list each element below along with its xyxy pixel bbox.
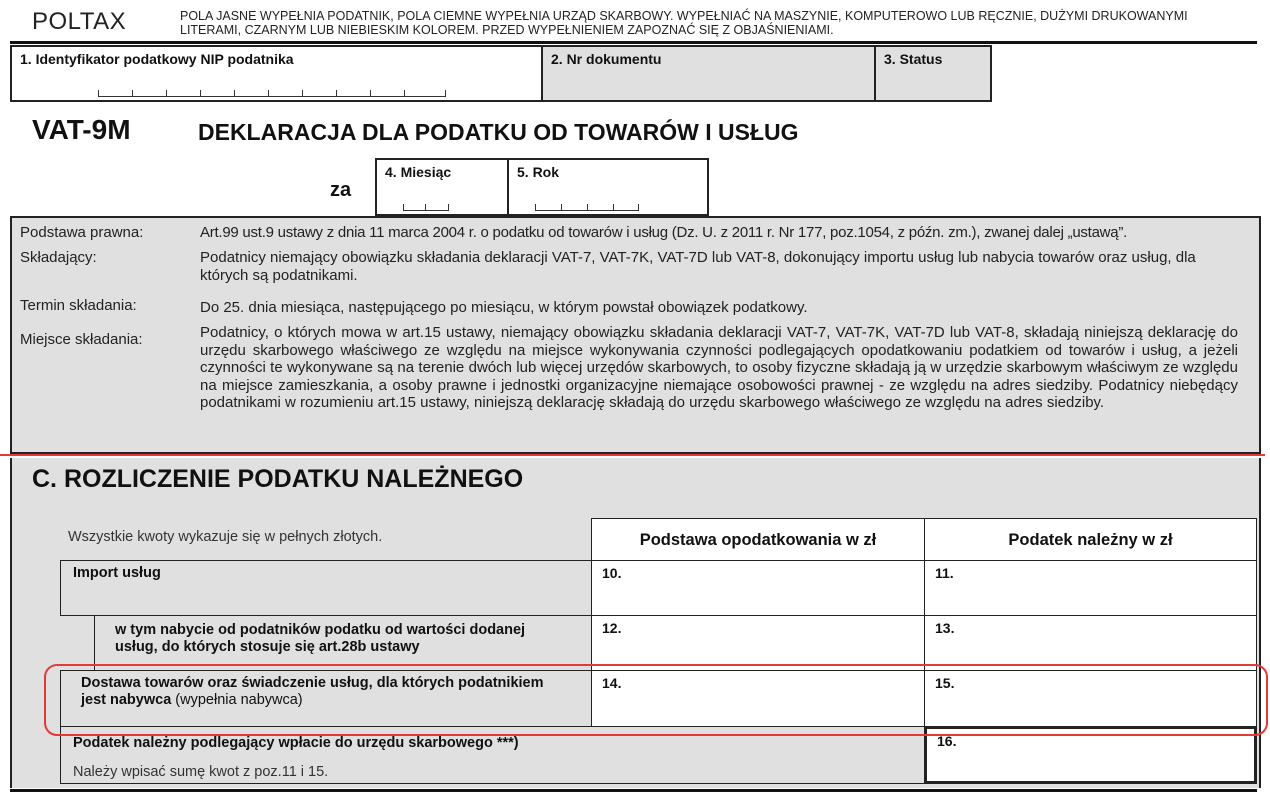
bottom-rule [10,789,1257,792]
column-header-base: Podstawa opodatkowania w zł [591,518,925,561]
form-code: VAT-9M [32,114,131,145]
field-11[interactable] [924,560,1257,616]
column-header-tax: Podatek należny w zł [924,518,1257,561]
document-number-label: 2. Nr dokumentu [551,51,662,67]
section-c-title: C. ROZLICZENIE PODATKU NALEŻNEGO [32,465,524,493]
top-rule [10,41,1257,44]
field-11-number: 11. [935,565,954,581]
supply-label-note: (wypełnia nabywca) [175,692,303,708]
highlight-annotation [44,664,1268,736]
legal-info-panel [10,216,1261,454]
legal-basis-text: Art.99 ust.9 ustawy z dnia 11 marca 2004 r. o podatku od towarów i usług (Dz. U. z 2011 r. Nr 177, poz.1054, z późn. zm.), zwanej dalej „ustawą”. [200,224,1128,241]
year-field[interactable] [507,158,709,216]
field-10[interactable] [591,560,925,616]
poltax-logo: POLTAX [32,8,127,35]
amounts-note: Wszystkie kwoty wykazuje się w pełnych złotych. [68,529,383,545]
row-label-purchase [94,615,592,671]
place-label: Miejsce składania: [20,331,143,348]
status-field [874,45,992,102]
status-label: 3. Status [884,51,943,67]
import-label: Import usług [73,565,161,581]
field-10-number: 10. [602,565,622,581]
nip-digit-ticks [98,87,446,97]
period-za: za [330,179,352,201]
field-12[interactable] [591,615,925,671]
field-15-number: 15. [935,675,955,691]
deadline-text: Do 25. dnia miesiąca, następującego po miesiącu, w którym powstał obowiązek podatkowy. [200,299,808,316]
form-title: DEKLARACJA DLA PODATKU OD TOWARÓW I USŁUG [198,119,799,145]
supply-label: Dostawa towarów oraz świadczenie usług, dla których podatnikiem jest nabywca [81,675,544,708]
field-12-number: 12. [602,620,622,636]
total-note: Należy wpisać sumę kwot z poz.11 i 15. [73,764,329,780]
nip-field[interactable] [10,45,543,102]
field-13-number: 13. [935,620,955,636]
field-16-number: 16. [937,733,957,749]
submitter-label: Składający: [20,249,97,266]
total-label: Podatek należny podlegający wpłacie do urzędu skarbowego ***) [73,735,519,751]
red-separator-line [0,454,1265,456]
field-13[interactable] [924,615,1257,671]
submitter-text: Podatnicy niemający obowiązku składania deklaracji VAT-7, VAT-7K, VAT-7D lub VAT-8, dokonujący importu usług lub nabycia towarów oraz usług, dla których są podatnikami. [200,249,1196,284]
month-label: 4. Miesiąc [385,164,452,180]
year-ticks [535,203,639,211]
month-field[interactable] [375,158,509,216]
deadline-label: Termin składania: [20,297,137,314]
month-ticks [403,203,449,211]
form-instructions: POLA JASNE WYPEŁNIA PODATNIK, POLA CIEMNE WYPEŁNIA URZĄD SKARBOWY. WYPEŁNIAĆ NA MASZYNIE, KOMPUTEROWO LUB RĘCZNIE, DUŻYMI DRUKOWANYMI LITERAMI, CZARNYM LUB NIEBIESKIM KOLOREM. PRZED WYPEŁNIENIEM ZAPOZNAĆ SIĘ Z OBJAŚNIENIAMI. [180,9,1188,37]
place-text: Podatnicy, o których mowa w art.15 ustawy, niemający obowiązku składania deklaracji VAT-7, VAT-7K, VAT-7D lub VAT-8, składają niniejszą deklarację do urzędu skarbowego właściwego ze względu na miejsce wykonywania czynności podlegających opodatkowaniu podatkiem od towarów i usług, a jeżeli czynności te wykonywane są na terenie dwóch lub więcej urzędów skarbowych, to osoby fizyczne składają ją w urzędzie skarbowym właściwym ze względu na miejsce zamieszkania, a osoby prawne i jednostki organizacyjne niemające osobowości prawnej - ze względu na adres siedziby. Podatnicy niebędący podatnikami w rozumieniu art.15 ustawy, niniejszą deklarację składają do urzędu skarbowego właściwego ze względu na adres siedziby. [200,324,1238,411]
field-14-number: 14. [602,675,622,691]
nip-label: 1. Identyfikator podatkowy NIP podatnika [20,51,294,67]
legal-basis-label: Podstawa prawna: [20,224,144,241]
year-label: 5. Rok [517,164,560,180]
document-number-field [541,45,876,102]
row-label-import [60,560,592,616]
purchase-label: w tym nabycie od podatników podatku od wartości dodanej usług, do których stosuje się art.28b ustawy [115,622,526,655]
